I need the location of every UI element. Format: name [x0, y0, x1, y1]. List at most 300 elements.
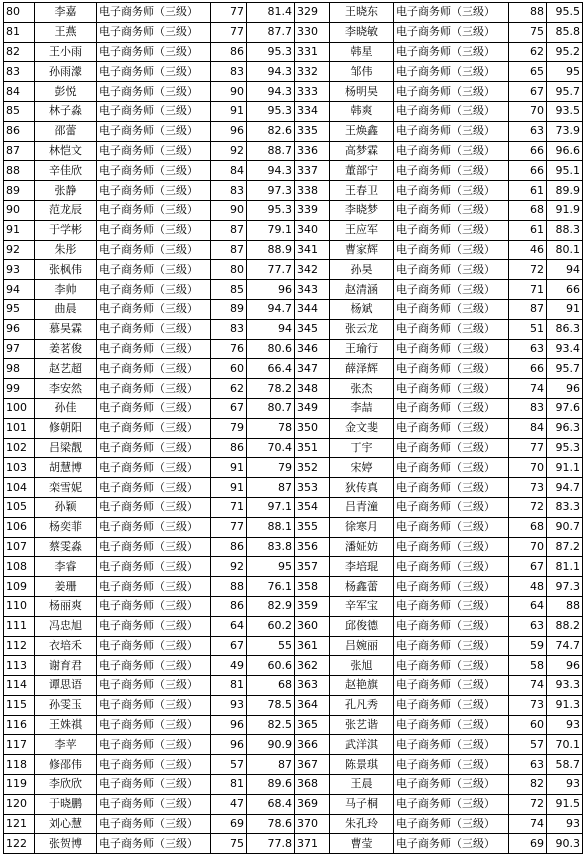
right-occupation-level: 电子商务师（三级） [394, 280, 509, 300]
left-occupation-level: 电子商务师（三级） [97, 676, 211, 696]
left-theory-score: 89 [211, 299, 247, 319]
left-skill-score: 80.6 [247, 339, 295, 359]
right-occupation-level: 电子商务师（三级） [394, 260, 509, 280]
right-theory-score: 66 [509, 141, 547, 161]
right-serial-number: 330 [295, 22, 330, 42]
left-occupation-level: 电子商务师（三级） [97, 200, 211, 220]
left-serial-number: 109 [4, 577, 35, 597]
left-theory-score: 83 [211, 181, 247, 201]
left-occupation-level: 电子商务师（三级） [97, 616, 211, 636]
right-serial-number: 363 [295, 676, 330, 696]
left-serial-number: 118 [4, 755, 35, 775]
left-theory-score: 86 [211, 596, 247, 616]
right-occupation-level: 电子商务师（三级） [394, 616, 509, 636]
right-candidate-name: 邹伟 [330, 62, 394, 82]
right-serial-number: 332 [295, 62, 330, 82]
right-candidate-name: 王应军 [330, 220, 394, 240]
left-candidate-name: 曲晨 [35, 299, 97, 319]
table-row [4, 478, 583, 498]
right-serial-number: 352 [295, 458, 330, 478]
right-theory-score: 71 [509, 280, 547, 300]
left-skill-score: 97.3 [247, 181, 295, 201]
left-skill-score: 66.4 [247, 359, 295, 379]
left-occupation-level: 电子商务师（三级） [97, 3, 211, 23]
right-skill-score: 90.3 [547, 834, 583, 854]
left-skill-score: 94 [247, 319, 295, 339]
right-candidate-name: 赵清涵 [330, 280, 394, 300]
left-theory-score: 96 [211, 121, 247, 141]
right-candidate-name: 宋婷 [330, 458, 394, 478]
left-theory-score: 47 [211, 794, 247, 814]
left-serial-number: 90 [4, 200, 35, 220]
left-theory-score: 87 [211, 220, 247, 240]
right-serial-number: 364 [295, 695, 330, 715]
table-row [4, 319, 583, 339]
left-skill-score: 79 [247, 458, 295, 478]
right-occupation-level: 电子商务师（三级） [394, 596, 509, 616]
right-theory-score: 68 [509, 517, 547, 537]
right-serial-number: 340 [295, 220, 330, 240]
right-theory-score: 74 [509, 676, 547, 696]
table-row [4, 735, 583, 755]
right-occupation-level: 电子商务师（三级） [394, 141, 509, 161]
right-serial-number: 334 [295, 101, 330, 121]
left-serial-number: 112 [4, 636, 35, 656]
left-skill-score: 78.5 [247, 695, 295, 715]
left-candidate-name: 冯忠旭 [35, 616, 97, 636]
right-serial-number: 360 [295, 616, 330, 636]
table-row [4, 3, 583, 23]
right-candidate-name: 李晓敏 [330, 22, 394, 42]
left-skill-score: 95.3 [247, 42, 295, 62]
left-occupation-level: 电子商务师（三级） [97, 280, 211, 300]
left-skill-score: 97.1 [247, 497, 295, 517]
table-row [4, 220, 583, 240]
left-theory-score: 90 [211, 82, 247, 102]
left-serial-number: 113 [4, 656, 35, 676]
right-candidate-name: 丁宇 [330, 438, 394, 458]
left-candidate-name: 林子淼 [35, 101, 97, 121]
right-occupation-level: 电子商务师（三级） [394, 181, 509, 201]
left-serial-number: 83 [4, 62, 35, 82]
table-row [4, 121, 583, 141]
right-candidate-name: 马子桐 [330, 794, 394, 814]
right-serial-number: 347 [295, 359, 330, 379]
left-occupation-level: 电子商务师（三级） [97, 181, 211, 201]
right-occupation-level: 电子商务师（三级） [394, 62, 509, 82]
left-occupation-level: 电子商务师（三级） [97, 339, 211, 359]
left-skill-score: 90.9 [247, 735, 295, 755]
left-theory-score: 76 [211, 339, 247, 359]
table-row [4, 22, 583, 42]
left-serial-number: 97 [4, 339, 35, 359]
left-occupation-level: 电子商务师（三级） [97, 695, 211, 715]
left-skill-score: 78 [247, 418, 295, 438]
right-theory-score: 46 [509, 240, 547, 260]
left-candidate-name: 朱彤 [35, 240, 97, 260]
left-candidate-name: 孙雯玉 [35, 695, 97, 715]
right-occupation-level: 电子商务师（三级） [394, 398, 509, 418]
right-candidate-name: 薛泽辉 [330, 359, 394, 379]
right-skill-score: 93 [547, 814, 583, 834]
right-serial-number: 341 [295, 240, 330, 260]
left-skill-score: 79.1 [247, 220, 295, 240]
right-candidate-name: 张杰 [330, 379, 394, 399]
left-occupation-level: 电子商务师（三级） [97, 121, 211, 141]
right-occupation-level: 电子商务师（三级） [394, 834, 509, 854]
right-skill-score: 88 [547, 596, 583, 616]
left-candidate-name: 李欣欣 [35, 775, 97, 795]
left-candidate-name: 李安然 [35, 379, 97, 399]
right-serial-number: 355 [295, 517, 330, 537]
right-serial-number: 338 [295, 181, 330, 201]
left-occupation-level: 电子商务师（三级） [97, 596, 211, 616]
left-occupation-level: 电子商务师（三级） [97, 240, 211, 260]
left-theory-score: 96 [211, 735, 247, 755]
left-serial-number: 122 [4, 834, 35, 854]
left-theory-score: 81 [211, 676, 247, 696]
right-skill-score: 91.9 [547, 200, 583, 220]
right-occupation-level: 电子商务师（三级） [394, 735, 509, 755]
right-occupation-level: 电子商务师（三级） [394, 775, 509, 795]
right-skill-score: 87.2 [547, 537, 583, 557]
left-theory-score: 86 [211, 42, 247, 62]
right-serial-number: 370 [295, 814, 330, 834]
right-theory-score: 66 [509, 161, 547, 181]
left-serial-number: 85 [4, 101, 35, 121]
left-candidate-name: 慕昊霖 [35, 319, 97, 339]
left-candidate-name: 于晓鹏 [35, 794, 97, 814]
left-serial-number: 95 [4, 299, 35, 319]
left-candidate-name: 孙雨濛 [35, 62, 97, 82]
left-candidate-name: 于学彬 [35, 220, 97, 240]
left-occupation-level: 电子商务师（三级） [97, 517, 211, 537]
right-candidate-name: 李喆 [330, 398, 394, 418]
left-candidate-name: 张枫伟 [35, 260, 97, 280]
table-row [4, 161, 583, 181]
left-serial-number: 107 [4, 537, 35, 557]
table-row [4, 557, 583, 577]
table-row [4, 814, 583, 834]
right-candidate-name: 狄传真 [330, 478, 394, 498]
left-theory-score: 75 [211, 834, 247, 854]
left-candidate-name: 王姝祺 [35, 715, 97, 735]
right-occupation-level: 电子商务师（三级） [394, 715, 509, 735]
right-candidate-name: 王瑜行 [330, 339, 394, 359]
left-candidate-name: 姜茗俊 [35, 339, 97, 359]
left-theory-score: 77 [211, 517, 247, 537]
left-theory-score: 80 [211, 260, 247, 280]
table-row [4, 616, 583, 636]
right-theory-score: 48 [509, 577, 547, 597]
left-occupation-level: 电子商务师（三级） [97, 814, 211, 834]
left-serial-number: 86 [4, 121, 35, 141]
left-skill-score: 94.3 [247, 82, 295, 102]
left-occupation-level: 电子商务师（三级） [97, 42, 211, 62]
left-skill-score: 60.6 [247, 656, 295, 676]
right-skill-score: 93.4 [547, 339, 583, 359]
right-candidate-name: 辛军宝 [330, 596, 394, 616]
left-occupation-level: 电子商务师（三级） [97, 319, 211, 339]
right-skill-score: 93 [547, 715, 583, 735]
right-theory-score: 61 [509, 220, 547, 240]
right-occupation-level: 电子商务师（三级） [394, 22, 509, 42]
right-skill-score: 97.3 [547, 577, 583, 597]
left-skill-score: 95.3 [247, 101, 295, 121]
right-candidate-name: 孔凡秀 [330, 695, 394, 715]
right-theory-score: 83 [509, 398, 547, 418]
left-theory-score: 71 [211, 497, 247, 517]
left-occupation-level: 电子商务师（三级） [97, 478, 211, 498]
left-skill-score: 82.5 [247, 715, 295, 735]
left-serial-number: 120 [4, 794, 35, 814]
right-candidate-name: 王晓东 [330, 3, 394, 23]
right-serial-number: 357 [295, 557, 330, 577]
right-serial-number: 346 [295, 339, 330, 359]
left-serial-number: 89 [4, 181, 35, 201]
left-serial-number: 91 [4, 220, 35, 240]
left-skill-score: 87 [247, 478, 295, 498]
left-serial-number: 87 [4, 141, 35, 161]
left-theory-score: 91 [211, 478, 247, 498]
left-theory-score: 86 [211, 438, 247, 458]
right-candidate-name: 张艺谐 [330, 715, 394, 735]
left-candidate-name: 李睿 [35, 557, 97, 577]
left-skill-score: 94.3 [247, 161, 295, 181]
table-row [4, 537, 583, 557]
right-serial-number: 348 [295, 379, 330, 399]
table-row [4, 339, 583, 359]
left-candidate-name: 王燕 [35, 22, 97, 42]
right-theory-score: 74 [509, 814, 547, 834]
right-serial-number: 337 [295, 161, 330, 181]
left-theory-score: 84 [211, 161, 247, 181]
right-skill-score: 88.2 [547, 616, 583, 636]
left-serial-number: 108 [4, 557, 35, 577]
left-theory-score: 93 [211, 695, 247, 715]
left-theory-score: 60 [211, 359, 247, 379]
left-theory-score: 62 [211, 379, 247, 399]
right-serial-number: 361 [295, 636, 330, 656]
table-row [4, 42, 583, 62]
left-serial-number: 100 [4, 398, 35, 418]
right-skill-score: 95.7 [547, 359, 583, 379]
left-theory-score: 77 [211, 22, 247, 42]
right-candidate-name: 陈景琪 [330, 755, 394, 775]
table-row [4, 240, 583, 260]
table-row [4, 379, 583, 399]
right-candidate-name: 李晓梦 [330, 200, 394, 220]
right-serial-number: 367 [295, 755, 330, 775]
left-theory-score: 92 [211, 557, 247, 577]
left-occupation-level: 电子商务师（三级） [97, 161, 211, 181]
right-candidate-name: 吕婉丽 [330, 636, 394, 656]
table-row [4, 438, 583, 458]
left-skill-score: 94.7 [247, 299, 295, 319]
left-candidate-name: 王小雨 [35, 42, 97, 62]
left-candidate-name: 谢育君 [35, 656, 97, 676]
right-skill-score: 97.6 [547, 398, 583, 418]
left-serial-number: 81 [4, 22, 35, 42]
table-body [4, 3, 583, 854]
right-skill-score: 94.7 [547, 478, 583, 498]
left-candidate-name: 李帅 [35, 280, 97, 300]
right-skill-score: 96.6 [547, 141, 583, 161]
left-occupation-level: 电子商务师（三级） [97, 299, 211, 319]
left-serial-number: 119 [4, 775, 35, 795]
left-skill-score: 89.6 [247, 775, 295, 795]
left-theory-score: 91 [211, 458, 247, 478]
table-row [4, 695, 583, 715]
table-row [4, 299, 583, 319]
right-skill-score: 74.7 [547, 636, 583, 656]
table-row [4, 775, 583, 795]
left-theory-score: 83 [211, 62, 247, 82]
right-serial-number: 368 [295, 775, 330, 795]
left-occupation-level: 电子商务师（三级） [97, 398, 211, 418]
left-occupation-level: 电子商务师（三级） [97, 458, 211, 478]
right-theory-score: 74 [509, 379, 547, 399]
right-serial-number: 362 [295, 656, 330, 676]
right-serial-number: 365 [295, 715, 330, 735]
left-theory-score: 57 [211, 755, 247, 775]
table-row [4, 517, 583, 537]
left-theory-score: 91 [211, 101, 247, 121]
right-serial-number: 353 [295, 478, 330, 498]
left-occupation-level: 电子商务师（三级） [97, 755, 211, 775]
left-candidate-name: 孙颖 [35, 497, 97, 517]
right-theory-score: 65 [509, 62, 547, 82]
left-occupation-level: 电子商务师（三级） [97, 22, 211, 42]
left-occupation-level: 电子商务师（三级） [97, 557, 211, 577]
right-serial-number: 358 [295, 577, 330, 597]
left-theory-score: 86 [211, 537, 247, 557]
right-skill-score: 90.7 [547, 517, 583, 537]
left-serial-number: 82 [4, 42, 35, 62]
right-candidate-name: 杨斌 [330, 299, 394, 319]
left-serial-number: 103 [4, 458, 35, 478]
left-serial-number: 93 [4, 260, 35, 280]
table-row [4, 82, 583, 102]
left-occupation-level: 电子商务师（三级） [97, 636, 211, 656]
right-occupation-level: 电子商务师（三级） [394, 636, 509, 656]
left-candidate-name: 范龙辰 [35, 200, 97, 220]
left-theory-score: 83 [211, 319, 247, 339]
left-theory-score: 81 [211, 775, 247, 795]
left-skill-score: 81.4 [247, 3, 295, 23]
right-skill-score: 96 [547, 379, 583, 399]
right-candidate-name: 王春卫 [330, 181, 394, 201]
table-row [4, 715, 583, 735]
left-skill-score: 87 [247, 755, 295, 775]
left-skill-score: 70.4 [247, 438, 295, 458]
right-occupation-level: 电子商务师（三级） [394, 517, 509, 537]
right-occupation-level: 电子商务师（三级） [394, 478, 509, 498]
left-skill-score: 88.9 [247, 240, 295, 260]
table-row [4, 181, 583, 201]
left-skill-score: 83.8 [247, 537, 295, 557]
right-skill-score: 89.9 [547, 181, 583, 201]
left-candidate-name: 李苹 [35, 735, 97, 755]
left-occupation-level: 电子商务师（三级） [97, 775, 211, 795]
right-occupation-level: 电子商务师（三级） [394, 458, 509, 478]
right-candidate-name: 董部宁 [330, 161, 394, 181]
right-theory-score: 73 [509, 478, 547, 498]
right-skill-score: 96.3 [547, 418, 583, 438]
left-theory-score: 49 [211, 656, 247, 676]
right-occupation-level: 电子商务师（三级） [394, 339, 509, 359]
right-candidate-name: 朱孔玲 [330, 814, 394, 834]
right-occupation-level: 电子商务师（三级） [394, 438, 509, 458]
left-occupation-level: 电子商务师（三级） [97, 577, 211, 597]
left-candidate-name: 修邵伟 [35, 755, 97, 775]
right-theory-score: 60 [509, 715, 547, 735]
right-occupation-level: 电子商务师（三级） [394, 557, 509, 577]
left-skill-score: 78.2 [247, 379, 295, 399]
left-occupation-level: 电子商务师（三级） [97, 260, 211, 280]
table-row [4, 101, 583, 121]
table-row [4, 418, 583, 438]
left-serial-number: 117 [4, 735, 35, 755]
left-serial-number: 102 [4, 438, 35, 458]
left-candidate-name: 彭悦 [35, 82, 97, 102]
table-row [4, 596, 583, 616]
left-serial-number: 99 [4, 379, 35, 399]
left-skill-score: 88.7 [247, 141, 295, 161]
right-occupation-level: 电子商务师（三级） [394, 3, 509, 23]
table-row [4, 636, 583, 656]
right-skill-score: 88.3 [547, 220, 583, 240]
right-occupation-level: 电子商务师（三级） [394, 676, 509, 696]
right-occupation-level: 电子商务师（三级） [394, 418, 509, 438]
right-serial-number: 343 [295, 280, 330, 300]
right-candidate-name: 张旭 [330, 656, 394, 676]
left-serial-number: 104 [4, 478, 35, 498]
left-theory-score: 67 [211, 636, 247, 656]
right-serial-number: 339 [295, 200, 330, 220]
table-row [4, 656, 583, 676]
right-theory-score: 69 [509, 834, 547, 854]
right-theory-score: 84 [509, 418, 547, 438]
left-theory-score: 88 [211, 577, 247, 597]
left-theory-score: 77 [211, 3, 247, 23]
left-occupation-level: 电子商务师（三级） [97, 82, 211, 102]
right-theory-score: 67 [509, 557, 547, 577]
left-skill-score: 60.2 [247, 616, 295, 636]
right-occupation-level: 电子商务师（三级） [394, 319, 509, 339]
table-row [4, 458, 583, 478]
right-candidate-name: 李培琨 [330, 557, 394, 577]
left-candidate-name: 谭思语 [35, 676, 97, 696]
left-skill-score: 55 [247, 636, 295, 656]
left-occupation-level: 电子商务师（三级） [97, 834, 211, 854]
left-serial-number: 92 [4, 240, 35, 260]
left-skill-score: 80.7 [247, 398, 295, 418]
left-skill-score: 88.1 [247, 517, 295, 537]
right-theory-score: 63 [509, 755, 547, 775]
right-serial-number: 359 [295, 596, 330, 616]
left-occupation-level: 电子商务师（三级） [97, 715, 211, 735]
right-occupation-level: 电子商务师（三级） [394, 121, 509, 141]
left-candidate-name: 蔡雯淼 [35, 537, 97, 557]
table-row [4, 398, 583, 418]
right-theory-score: 58 [509, 656, 547, 676]
right-theory-score: 57 [509, 735, 547, 755]
table-row [4, 577, 583, 597]
left-serial-number: 98 [4, 359, 35, 379]
left-theory-score: 85 [211, 280, 247, 300]
table-row [4, 280, 583, 300]
